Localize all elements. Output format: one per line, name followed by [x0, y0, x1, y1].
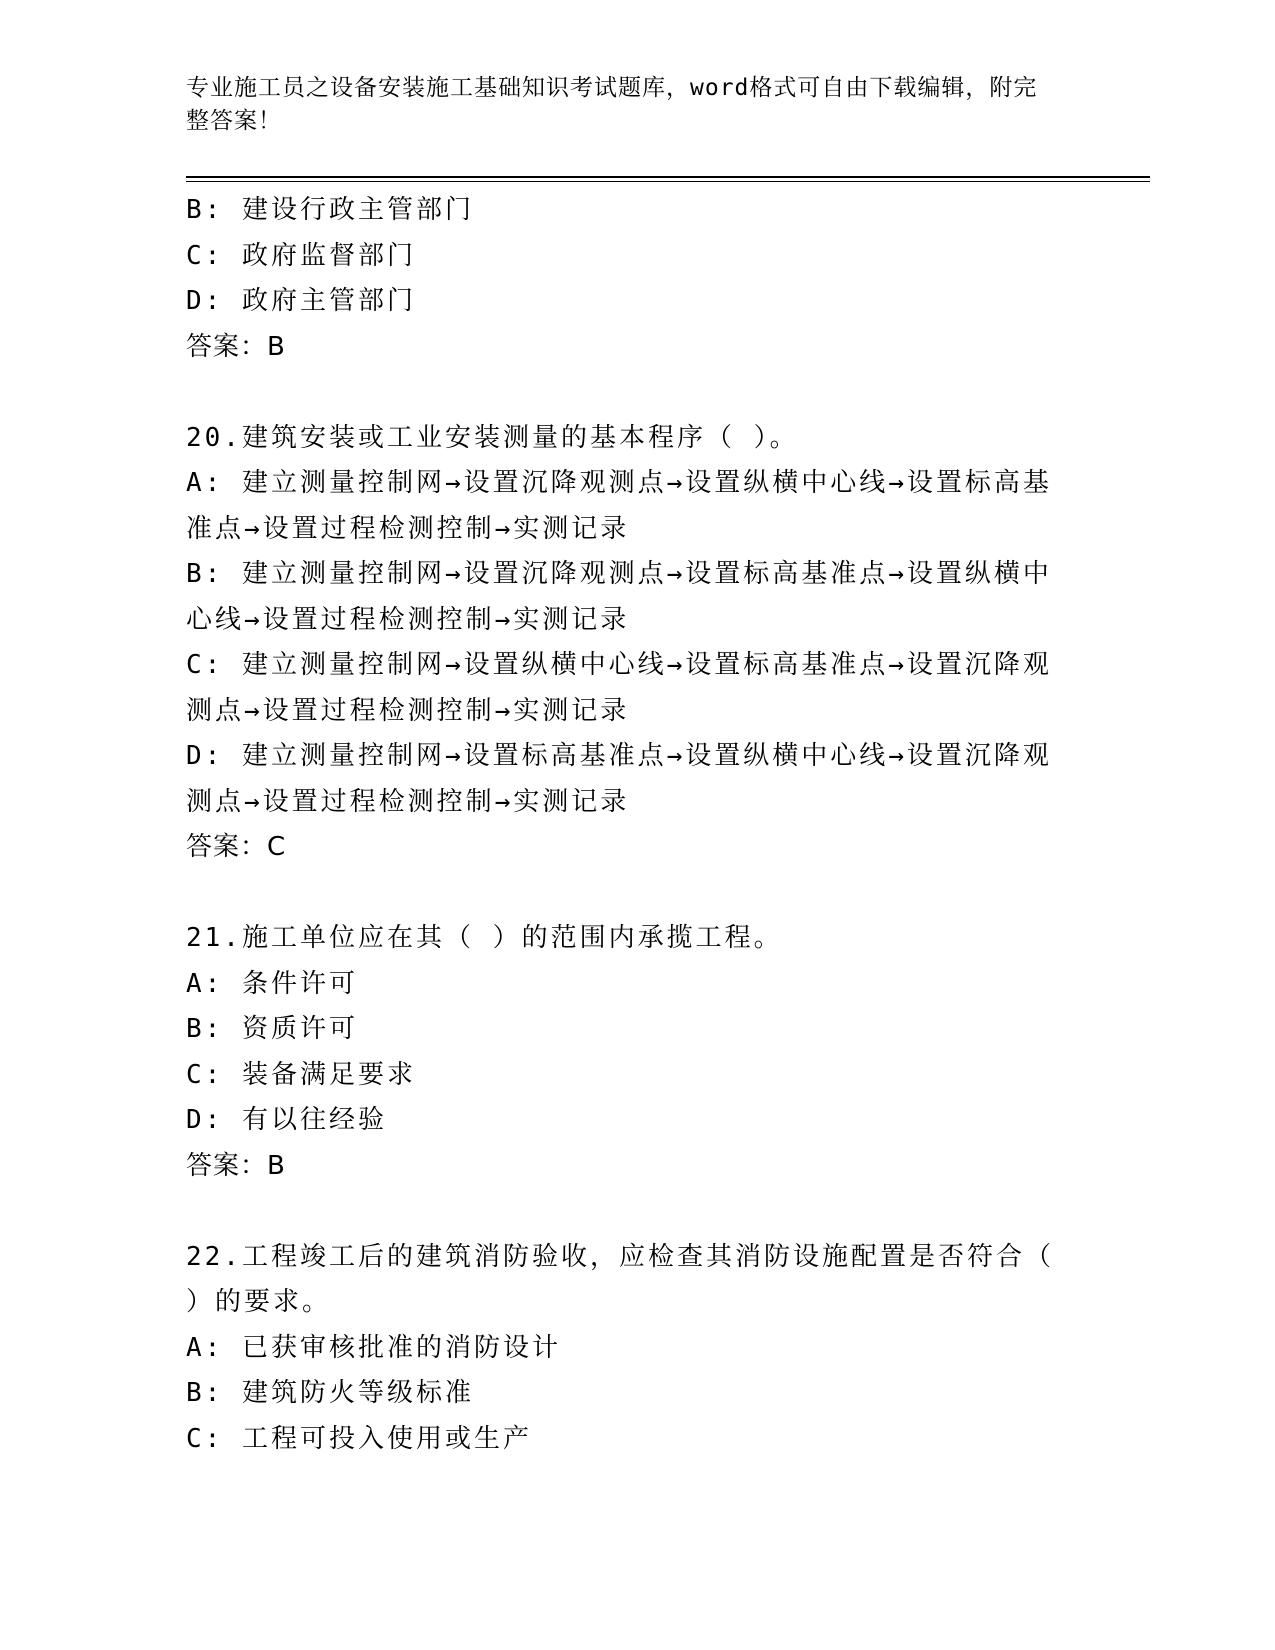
q20-option-c-line-1: C: 建立测量控制网→设置纵横中心线→设置标高基准点→设置沉降观 [186, 650, 1052, 680]
page-header [186, 72, 1076, 138]
question-22 [186, 1235, 1086, 1463]
q19-option-c: C: 政府监督部门 [186, 240, 416, 271]
q20-option-a-line-1: A: 建立测量控制网→设置沉降观测点→设置纵横中心线→设置标高基 [186, 468, 1052, 498]
document-body [186, 188, 1086, 1462]
q21-answer: 答案：B [186, 1150, 286, 1181]
question-20 [186, 416, 1086, 871]
q19-option-d: D: 政府主管部门 [186, 286, 416, 316]
header-divider [186, 176, 1150, 178]
q19-option-b: B: 建设行政主管部门 [186, 195, 474, 225]
q22-option-a: A: 已获审核批准的消防设计 [186, 1332, 561, 1363]
q20-option-d-line-2: 测点→设置过程检测控制→实测记录 [186, 786, 630, 817]
q20-option-c-line-2: 测点→设置过程检测控制→实测记录 [186, 695, 630, 726]
q22-option-c: C: 工程可投入使用或生产 [186, 1423, 532, 1454]
q19-answer: 答案：B [186, 331, 286, 362]
question-21 [186, 916, 1086, 1189]
q20-option-b-line-2: 心线→设置过程检测控制→实测记录 [186, 604, 630, 635]
q20-answer: 答案：C [186, 832, 287, 862]
q21-option-a: A: 条件许可 [186, 968, 358, 999]
q20-option-a-line-2: 准点→设置过程检测控制→实测记录 [186, 513, 630, 544]
q22-question-line-2: ）的要求。 [186, 1287, 332, 1317]
header-line-1: 专业施工员之设备安装施工基础知识考试题库，word格式可自由下载编辑，附完 [186, 75, 1038, 101]
q22-option-b: B: 建筑防火等级标准 [186, 1378, 474, 1408]
spacer [186, 1189, 1086, 1235]
q21-question: 21.施工单位应在其（ ）的范围内承揽工程。 [186, 923, 783, 953]
spacer [186, 871, 1086, 917]
q20-question: 20.建筑安装或工业安装测量的基本程序（ ）。 [186, 422, 799, 453]
spacer [186, 370, 1086, 416]
header-divider-thin [186, 181, 1150, 182]
q20-option-d-line-1: D: 建立测量控制网→设置标高基准点→设置纵横中心线→设置沉降观 [186, 741, 1052, 771]
q21-option-b: B: 资质许可 [186, 1014, 358, 1044]
q21-option-d: D: 有以往经验 [186, 1105, 387, 1135]
q20-option-b-line-1: B: 建立测量控制网→设置沉降观测点→设置标高基准点→设置纵横中 [186, 559, 1052, 589]
q21-option-c: C: 装备满足要求 [186, 1059, 416, 1090]
q22-question-line-1: 22.工程竣工后的建筑消防验收，应检查其消防设施配置是否符合（ [186, 1241, 1054, 1272]
question-19-tail [186, 188, 1086, 370]
header-line-2: 整答案！ [186, 108, 282, 134]
